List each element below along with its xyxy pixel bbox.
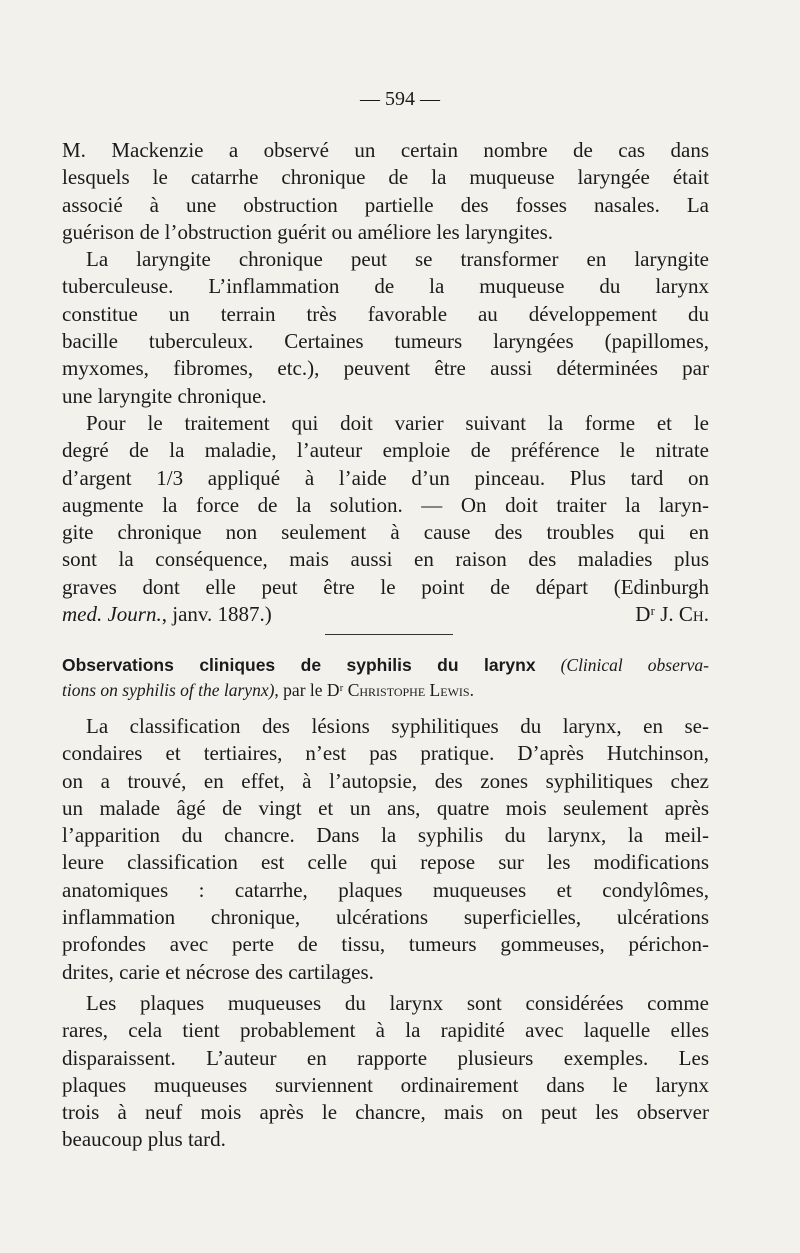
section-divider [325,634,453,635]
text-line: rares, cela tient probablement à la rapidité avec laquelle elles [62,1018,709,1043]
section-syphilis-classification [62,713,709,986]
text-line: constitue un terrain très favorable au développement du [62,301,709,326]
citation-signoff-line [62,601,709,628]
text-line: plaques muqueuses surviennent ordinairement dans le larynx [62,1072,709,1097]
text-line: tuberculeuse. L’inflammation de la muqueuse du larynx [62,274,709,299]
signoff [635,601,709,628]
text-line: disparaissent. L’auteur en rapporte plusieurs exemples. Les [62,1045,709,1070]
text-line: bacille tuberculeux. Certaines tumeurs laryngées (papillomes, [62,329,709,354]
text-line: associé à une obstruction partielle des fosses nasales. La [62,192,709,217]
section-laryngitis-text [62,137,709,628]
signoff-initials: Ch. [678,602,709,627]
text-line: degré de la maladie, l’auteur emploie de préférence le nitrate [62,438,709,463]
text-line: d’argent 1/3 appliqué à l’aide d’un pinceau. Plus tard on [62,465,709,490]
text-line: Pour le traitement qui doit varier suivant la forme et le [86,410,709,435]
text-line: myxomes, fibromes, etc.), peuvent être aussi déterminées par [62,356,709,381]
text-line: un malade âgé de vingt et un ans, quatre mois seulement après [62,795,709,820]
english-title: (Clinical observa- [560,655,709,675]
text-line: graves dont elle peut être le point de départ (Edinburgh [62,574,709,599]
citation-date: , janv. 1887.) [161,602,272,627]
page-number: — 594 — [360,88,440,110]
text-line: Les plaques muqueuses du larynx sont considérées comme [86,991,709,1015]
text-line: La classification des lésions syphilitiques du larynx, en se- [86,714,709,738]
english-title-continued: tions on syphilis of the larynx) [62,680,275,700]
byline-prefix: , par le Dʳ [274,680,344,700]
text-line: trois à neuf mois après le chancre, mais on peut les observer [62,1100,709,1125]
text-line: gite chronique non seulement à cause des troubles qui en [62,520,709,545]
text-line: sont la conséquence, mais aussi en raison des maladies plus [62,547,709,572]
text-line: lesquels le catarrhe chronique de la muqueuse laryngée était [62,165,709,190]
text-line: une laryngite chronique. [62,383,267,408]
text-line: anatomiques : catarrhe, plaques muqueuses et condylômes, [62,877,709,902]
journal-name: med. Journ. [62,602,162,627]
heading-line [62,678,709,703]
section-mucous-plaques [62,990,709,1154]
text-line: augmente la force de la solution. — On doit traiter la laryn- [62,492,709,517]
article-title: Observations cliniques de syphilis du larynx [62,655,536,675]
article-heading [62,653,709,703]
text-line: on a trouvé, en effet, à l’autopsie, des zones syphilitiques chez [62,768,709,793]
signoff-prefix: Dʳ J. [635,602,674,627]
text-line: profondes avec perte de tissu, tumeurs gommeuses, périchon- [62,932,709,957]
text-line: guérison de l’obstruction guérit ou améliore les laryngites. [62,219,554,244]
text-line: inflammation chronique, ulcérations superficielles, ulcérations [62,905,709,930]
text-line: La laryngite chronique peut se transformer en laryngite [86,247,709,272]
text-line: condaires et tertiaires, n’est pas pratique. D’après Hutchinson, [62,741,709,766]
text-line: M. Mackenzie a observé un certain nombre de cas dans [62,138,709,162]
text-line: leure classification est celle qui repose sur les modifications [62,850,709,875]
author-name: Christophe Lewis. [347,680,474,700]
text-line: drites, carie et nécrose des cartilages. [62,959,374,984]
text-line: l’apparition du chancre. Dans la syphilis du larynx, la meil- [62,823,709,848]
citation-text [62,601,272,628]
heading-line [62,653,709,678]
text-line: beaucoup plus tard. [62,1127,226,1152]
